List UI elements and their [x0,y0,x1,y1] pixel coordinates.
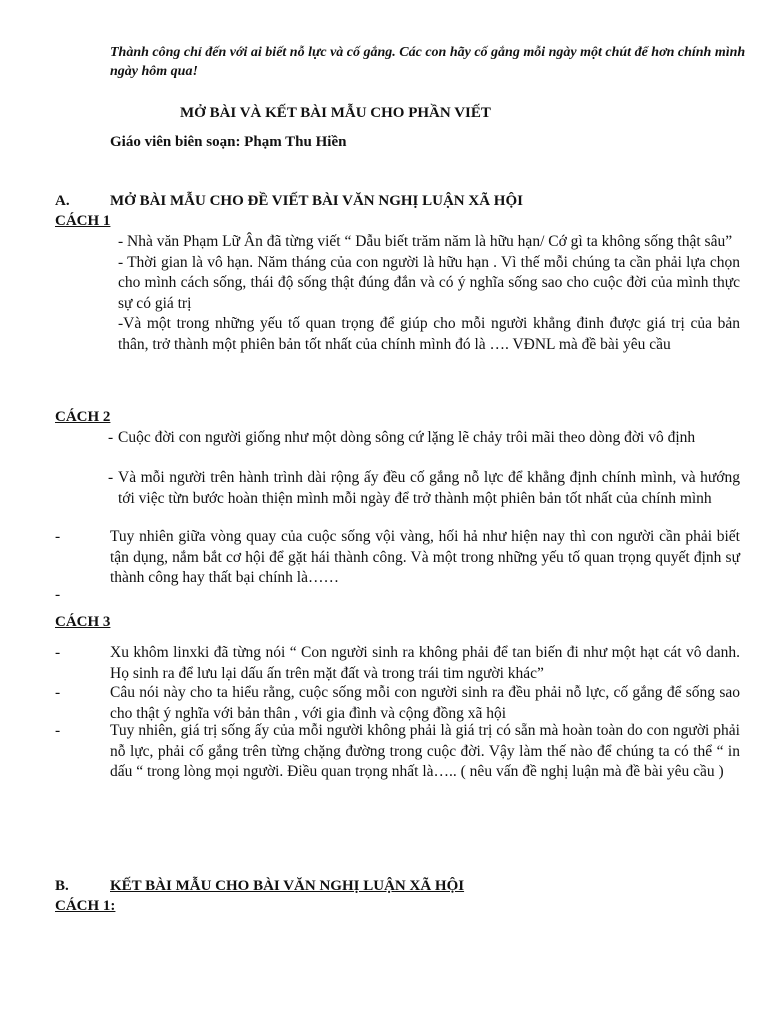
list-item [108,468,740,509]
section-b-heading [55,878,464,895]
cach-2-label: CÁCH 2 [55,409,111,425]
dash-marker: - [55,644,61,661]
section-b-cach-1-label: CÁCH 1: [55,898,116,914]
list-item-text: Tuy nhiên, giá trị sống ấy của mỗi người không phải là giá trị có sẵn mà hoàn toàn do con người phải nỗ lực, phải cố gắng trên từng chặng đường trong cuộc đời. Vậy làm thế nào để chúng ta có thể “ in dấu “ trong lòng mọi người. Điều quan trọng nhất là….. ( nêu vấn đề nghị luận mà đề bài yêu cầu ) [110,722,740,780]
author-line: Giáo viên biên soạn: Phạm Thu Hiền [110,134,347,150]
section-b-title: KẾT BÀI MẪU CHO BÀI VĂN NGHỊ LUẬN XÃ HỘI [110,878,465,894]
list-item-text: Tuy nhiên giữa vòng quay của cuộc sống vội vàng, hối hả như hiện nay thì con người cần phải biết tận dụng, nắm bắt cơ hội để gặt hái thành công. Và một trong những yếu tố quan trọng quyết định sự thành công hay thất bại chính là…… [110,528,740,586]
list-item-text: Xu khôm linxki đã từng nói “ Con người sinh ra không phải để tan biến đi như một hạt cát vô danh. Họ sinh ra để lưu lại dấu ấn trên mặt đất và trong trái tim người khác” [110,644,740,682]
cach-1-label: CÁCH 1 [55,213,111,229]
dash-marker: - [108,469,114,486]
empty-dash: - [55,586,61,603]
section-a-title: MỞ BÀI MẪU CHO ĐỀ VIẾT BÀI VĂN NGHỊ LUẬN XÃ HỘI [110,193,523,209]
section-a-letter: A. [55,193,70,209]
list-item-text: Câu nói này cho ta hiểu rằng, cuộc sống mỗi con người sinh ra đều phải nỗ lực, cố gắng để sống sao cho thật ý nghĩa với bản thân , với gia đình và cộng đồng xã hội [110,684,740,722]
dash-marker: - [108,429,114,446]
dash-marker: - [55,528,61,545]
list-item [108,428,740,449]
list-item [55,683,740,724]
dash-marker: - [55,722,61,739]
section-b-letter: B. [55,878,69,894]
cach-1-paragraph [118,232,740,355]
list-item-text: Cuộc đời con người giống như một dòng sông cứ lặng lẽ chảy trôi mãi theo dòng đời vô định [118,429,696,446]
list-item [55,721,740,783]
list-item [55,643,740,684]
list-item-text: Và mỗi người trên hành trình dài rộng ấy đều cố gắng nỗ lực để khẳng định chính mình, và hướng tới việc từn bước hoàn thiện mình mỗi ngày để trở thành một phiên bản tốt nhất của chính mình [118,469,740,507]
motivational-quote: Thành công chỉ đến với ai biết nỗ lực và cố gắng. Các con hãy cố gắng mỗi ngày một chút để hơn chính mình ngày hôm qua! [110,45,746,79]
cach-1-line: -Và một trong những yếu tố quan trọng để giúp cho mỗi người khẳng đinh được giá trị của bản thân, trở thành một phiên bản tốt nhất của chính mình đó là …. VĐNL mà đề bài yêu cầu [118,315,740,353]
dash-marker: - [55,684,61,701]
section-a-heading [55,193,523,210]
cach-1-line: - Nhà văn Phạm Lữ Ân đã từng viết “ Dẫu biết trăm năm là hữu hạn/ Cớ gì ta không sống thật sâu” [118,233,733,250]
cach-3-label: CÁCH 3 [55,614,111,630]
document-title: MỞ BÀI VÀ KẾT BÀI MẪU CHO PHẦN VIẾT [180,105,491,121]
cach-1-line: - Thời gian là vô hạn. Năm tháng của con người là hữu hạn . Vì thế mỗi chúng ta cần phải lựa chọn cho mình cách sống, thái độ sống thật đúng đắn và có ý nghĩa sống sao cho cuộc đời của mình thực sự có giá trị [118,253,740,312]
list-item [55,527,740,589]
